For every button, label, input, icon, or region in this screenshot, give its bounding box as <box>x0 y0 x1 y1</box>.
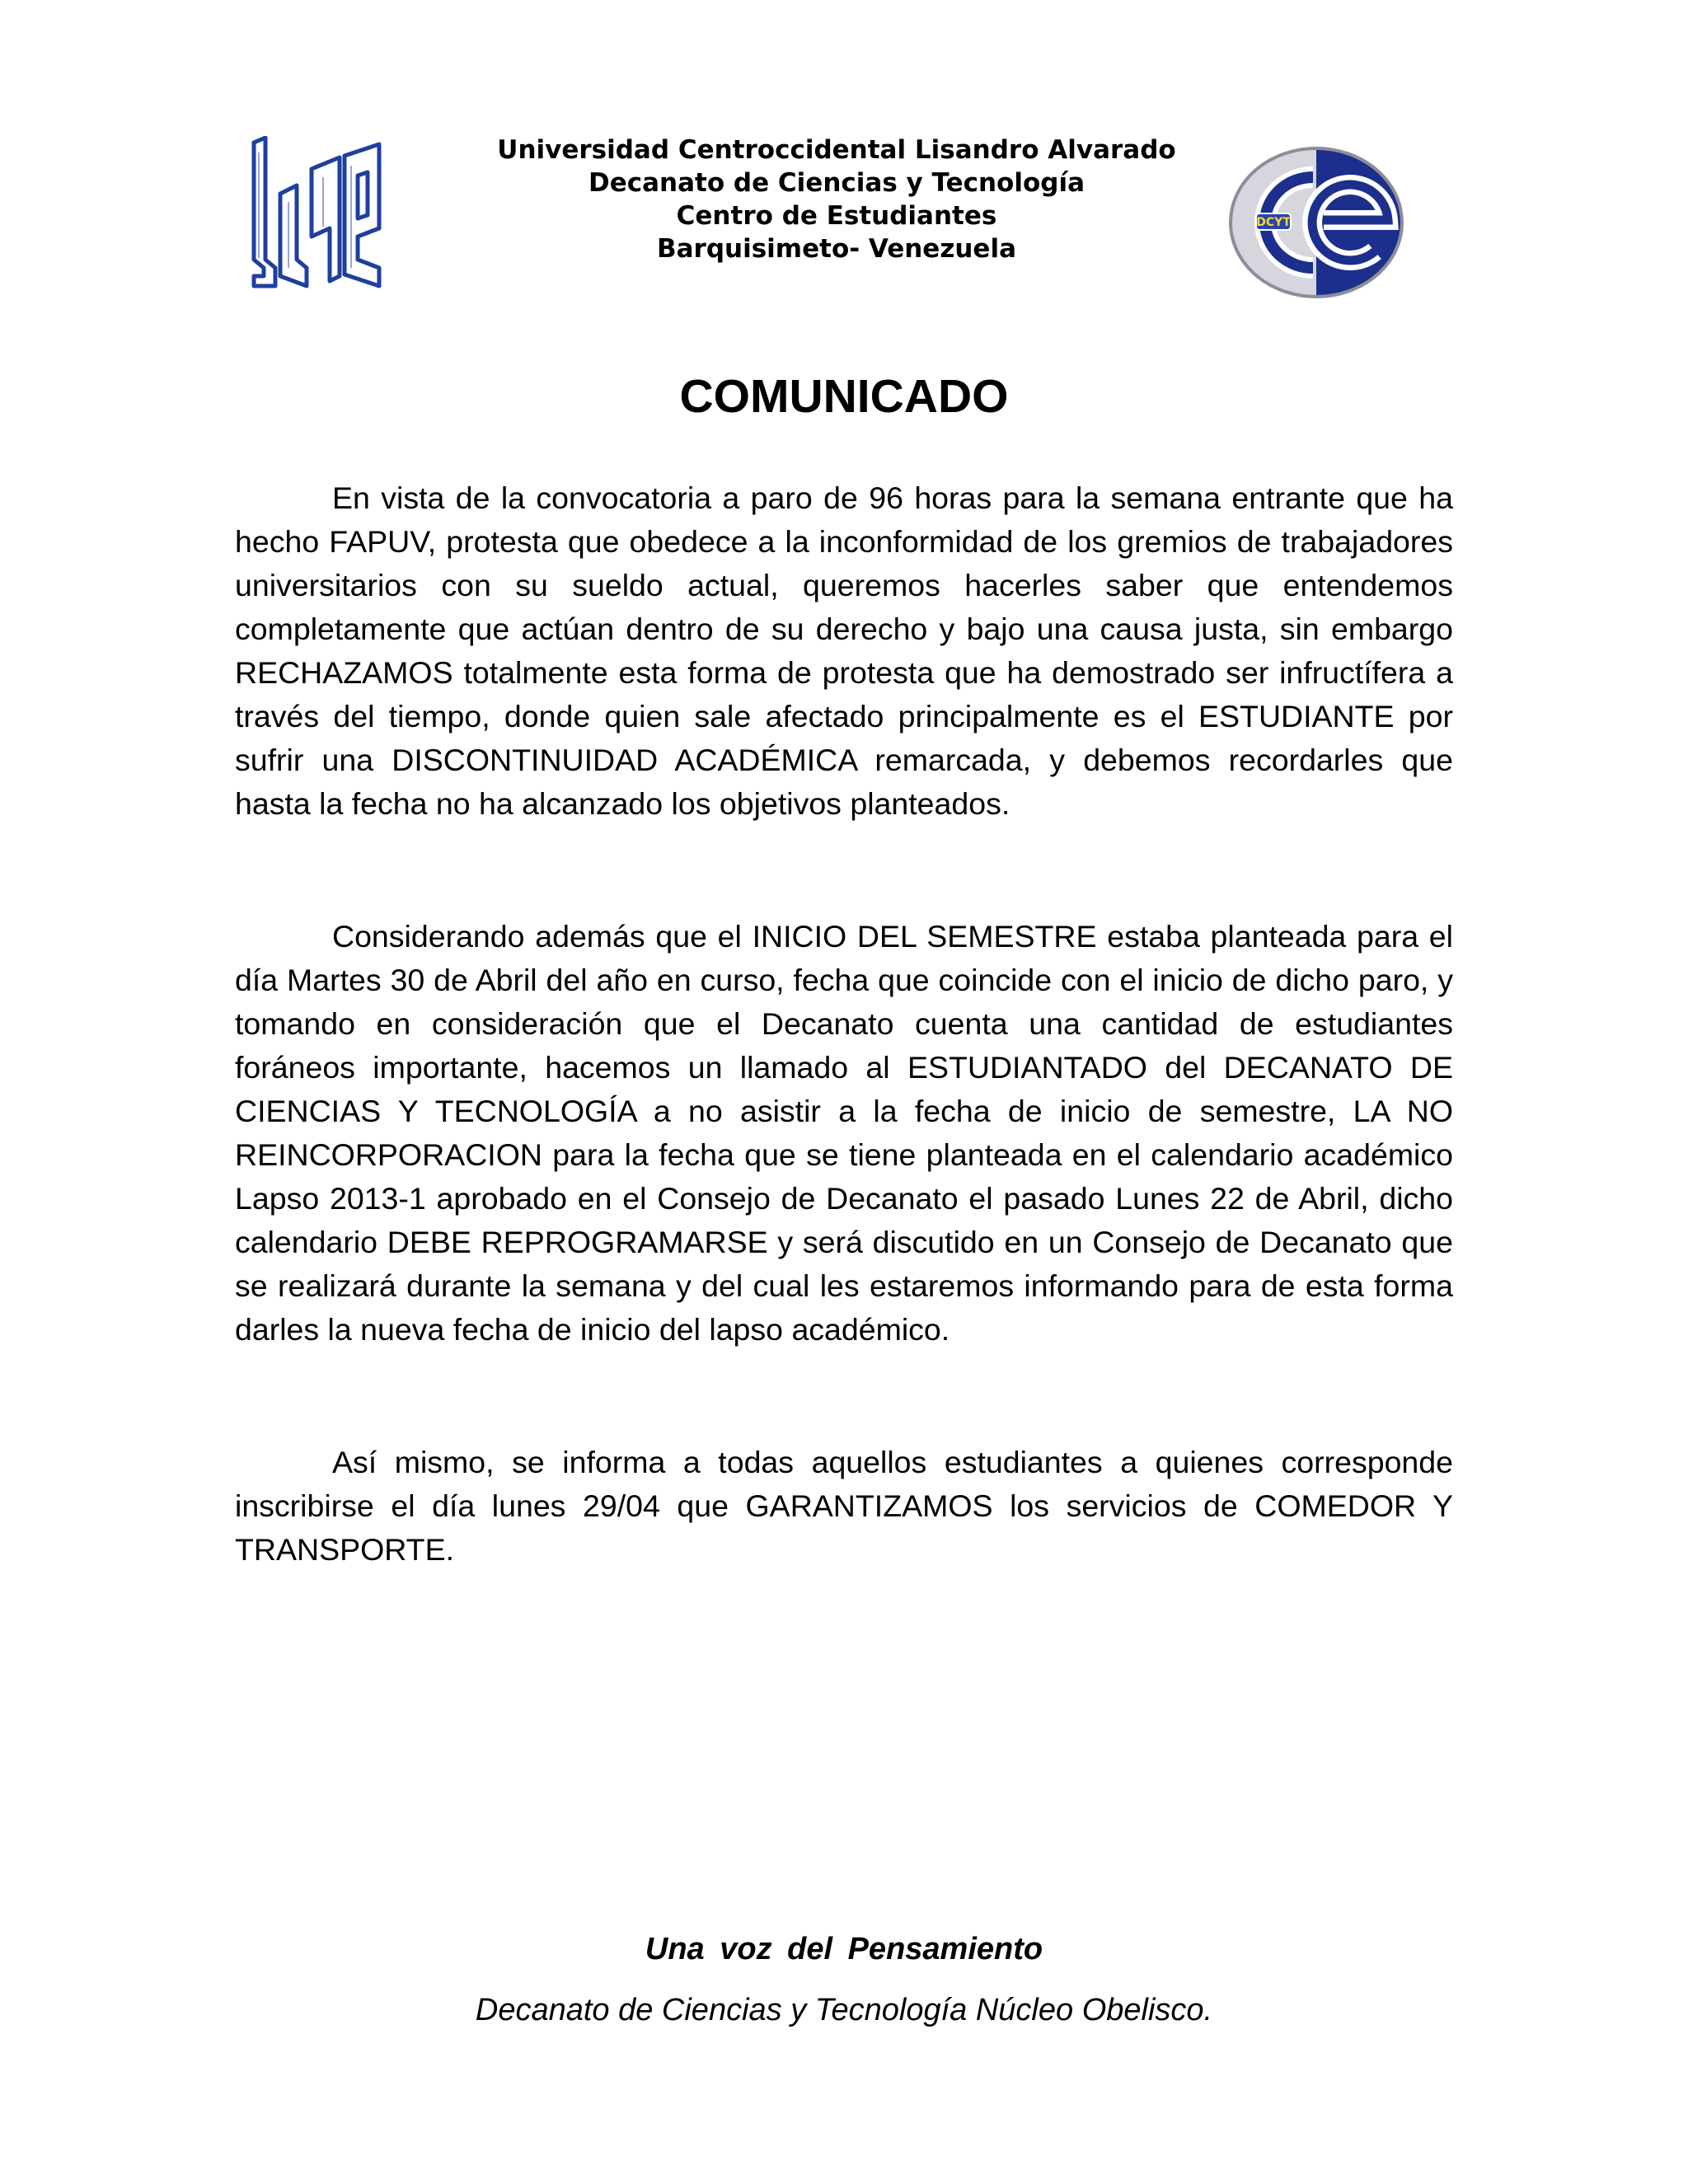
header-university: Universidad Centroccidental Lisandro Alvarado <box>497 135 1176 165</box>
paragraph-3: Así mismo, se informa a todas aquellos estudiantes a quienes corresponde inscribirse el día lunes 29/04 que GARANTIZAMOS los servicios de COMEDOR Y TRANSPORTE. <box>235 1445 1453 1567</box>
document-title: COMUNICADO <box>679 370 1009 423</box>
header-center: Centro de Estudiantes <box>676 201 997 231</box>
institution-header <box>445 134 1228 265</box>
footer-motto: Una voz del Pensamiento <box>645 1932 1043 1966</box>
ucla-logo-icon <box>247 136 387 293</box>
paragraph-1: En vista de la convocatoria a paro de 96 horas para la semana entrante que ha hecho FAPUV, protesta que obedece a la inconformidad de los gremios de trabajadores universitarios con su sueldo actual, queremos hacerles saber que entendemos completamente que actúan dentro de su derecho y bajo una causa justa, sin embargo RECHAZAMOS totalmente esta forma de protesta que ha demostrado ser infructífera a través del tiempo, donde quien sale afectado principalmente es el ESTUDIANTE por sufrir una DISCONTINUIDAD ACADÉMICA remarcada, y debemos recordarles que hasta la fecha no ha alcanzado los objetivos planteados. <box>235 480 1453 821</box>
dcyt-logo-text: DCYT <box>1256 216 1291 229</box>
footer-organization: Decanato de Ciencias y Tecnología Núcleo Obelisco. <box>475 1993 1213 2027</box>
header-city: Barquisimeto- Venezuela <box>657 234 1016 264</box>
header-faculty: Decanato de Ciencias y Tecnología <box>588 168 1085 198</box>
paragraph-2: Considerando además que el INICIO DEL SEMESTRE estaba planteada para el día Martes 30 de Abril del año en curso, fecha que coincide con el inicio de dicho paro, y tomando en consideración que el Decanato cuenta una cantidad de estudiantes foráneos importante, hacemos un llamado al ESTUDIANTADO del DECANATO DE CIENCIAS Y TECNOLOGÍA a no asistir a la fecha de inicio de semestre, LA NO REINCORPORACION para la fecha que se tiene planteada en el calendario académico Lapso 2013-1 aprobado en el Consejo de Decanato el pasado Lunes 22 de Abril, dicho calendario DEBE REPROGRAMARSE y será discutido en un Consejo de Decanato que se realizará durante la semana y del cual les estaremos informando para de esta forma darles la nueva fecha de inicio del lapso académico. <box>235 919 1453 1347</box>
ce-dcyt-logo-icon <box>1226 144 1406 301</box>
